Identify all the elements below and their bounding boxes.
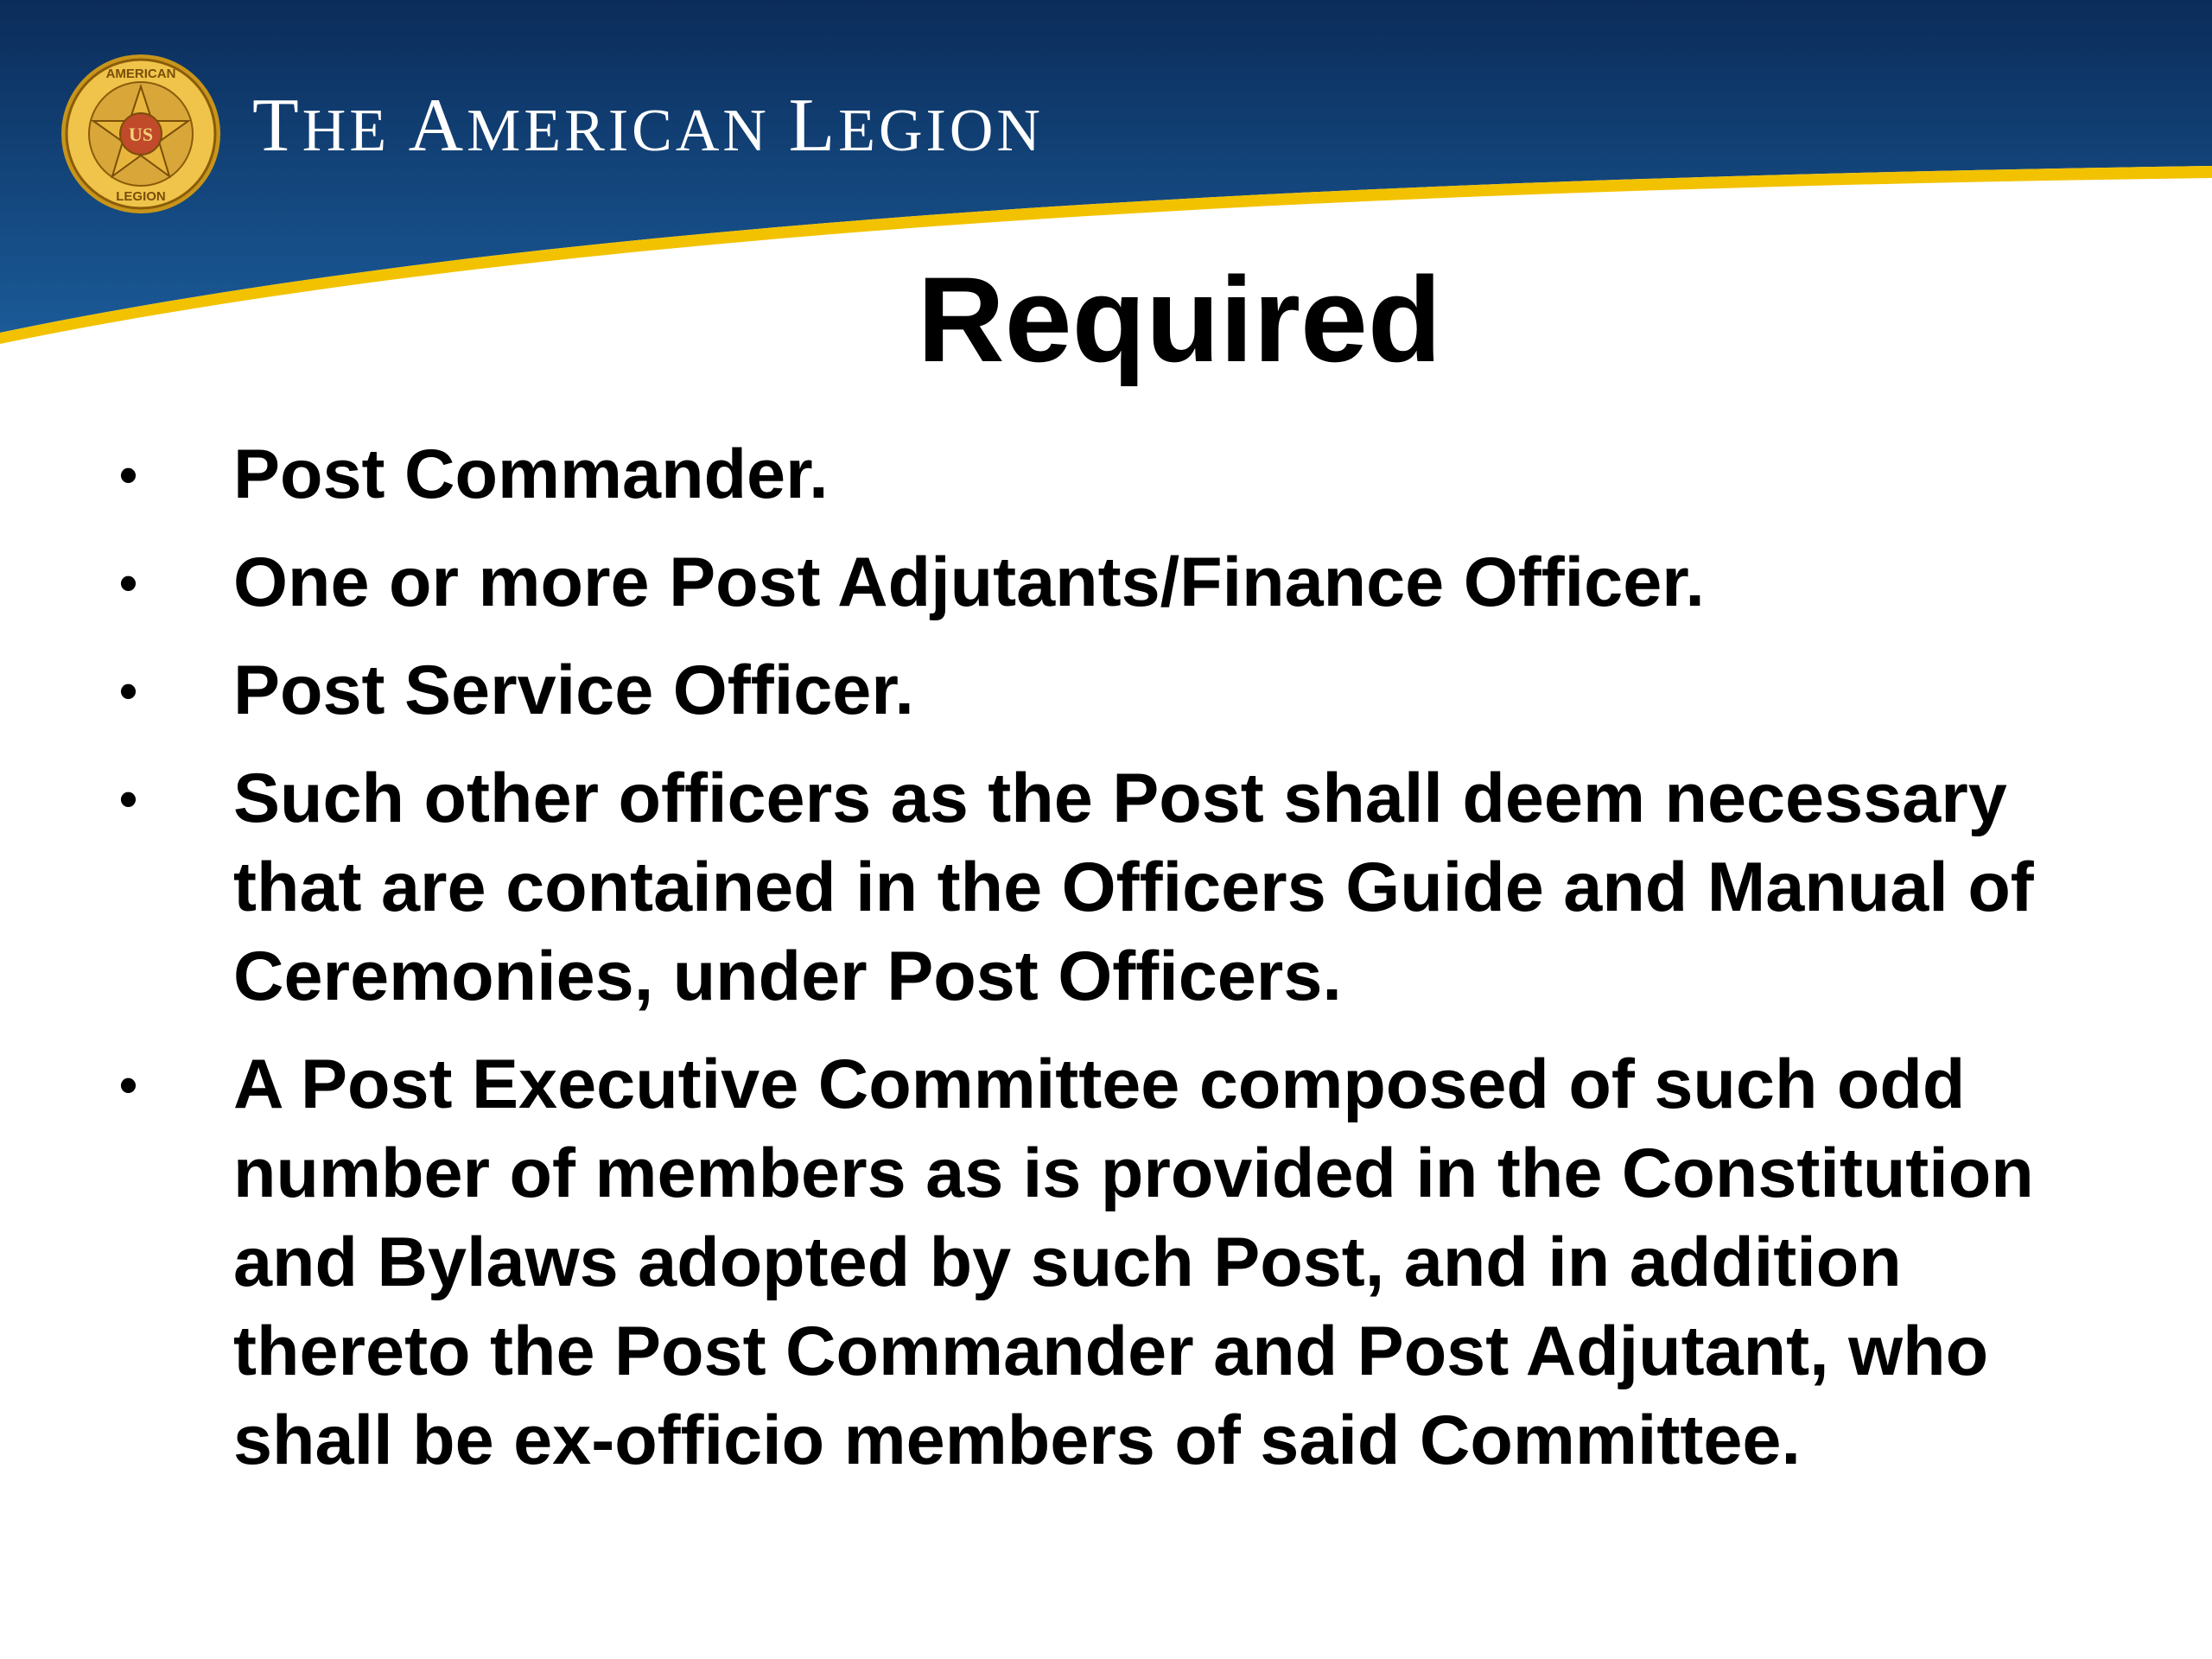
bullet-dot: •: [119, 662, 138, 720]
bullet-item: [0, 646, 2212, 735]
bullet-list: [0, 430, 2212, 1504]
bullet-dot: •: [119, 446, 138, 504]
bullet-item: [0, 754, 2212, 1021]
bullet-text: A Post Executive Committee composed of such odd number of members as is provided in the Constitution and Bylaws adopted by such Post, and in addition thereto the Post Commander and Post Adjutant, who shall be ex-officio members of said Committee.: [233, 1046, 2034, 1479]
bullet-dot: •: [119, 770, 138, 828]
bullet-dot: •: [119, 1056, 138, 1114]
bullet-text: Post Commander.: [233, 435, 829, 513]
american-legion-emblem-icon: [59, 52, 223, 216]
bullet-item: [0, 538, 2212, 627]
svg-text:AMERICAN: AMERICAN: [105, 67, 176, 81]
organization-name: THE AMERICAN LEGION: [252, 84, 1044, 168]
svg-text:LEGION: LEGION: [116, 189, 166, 204]
svg-text:US: US: [128, 124, 154, 145]
bullet-text: Such other officers as the Post shall deem necessary that are contained in the Officers Guide and Manual of Ceremonies, under Post Officers.: [233, 760, 2034, 1015]
bullet-item: [0, 1040, 2212, 1485]
bullet-text: One or more Post Adjutants/Finance Officer.: [233, 543, 1705, 621]
bullet-text: Post Service Officer.: [233, 652, 914, 729]
bullet-dot: •: [119, 554, 138, 612]
bullet-item: [0, 430, 2212, 519]
slide-title: Required: [917, 251, 1442, 387]
